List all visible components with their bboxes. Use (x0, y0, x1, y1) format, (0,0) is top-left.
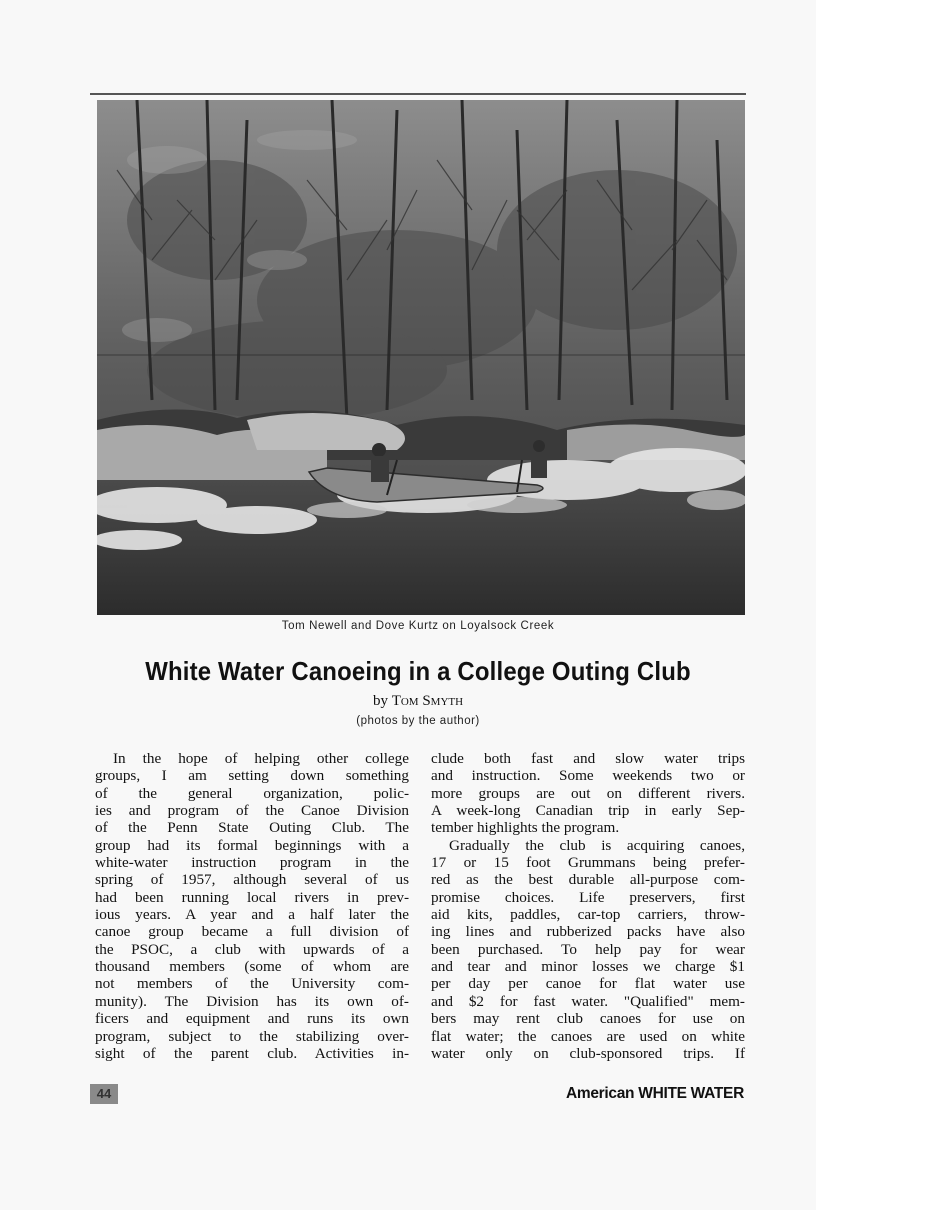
body-line: and tear and minor losses we charge $1 (431, 958, 745, 976)
body-line: promise choices. Life preservers, first (431, 888, 745, 906)
body-line: munity). The Division has its own of- (95, 992, 409, 1010)
body-column-left (95, 750, 409, 1062)
body-line: clude both fast and slow water trips (431, 750, 745, 767)
body-line: ies and program of the Canoe Division (95, 802, 409, 820)
body-line: program, subject to the stabilizing over- (95, 1027, 409, 1045)
body-line: sight of the parent club. Activities in- (95, 1044, 409, 1062)
author-name: Tom Smyth (391, 693, 464, 709)
body-line: per day per canoe for flat water use (431, 975, 745, 993)
body-line: more groups are out on different rivers. (431, 784, 745, 802)
body-line: of the Penn State Outing Club. The (95, 819, 409, 837)
body-line: canoe group became a full division of (95, 923, 409, 941)
body-line: water only on club-sponsored trips. If (431, 1044, 745, 1062)
body-line: In the hope of helping other college (113, 750, 409, 767)
body-line: thousand members (some of whom are (95, 958, 409, 976)
body-line: bers may rent club canoes for use on (431, 1010, 745, 1028)
body-line: and instruction. Some weekends two or (431, 767, 745, 785)
body-line: groups, I am setting down something (95, 767, 409, 785)
body-column-right (431, 750, 745, 1062)
body-line: ing lines and rubberized packs have also (431, 923, 745, 941)
body-line: 17 or 15 foot Grummans being prefer- (431, 854, 745, 872)
body-line: of the general organization, polic- (95, 784, 409, 802)
article-title: White Water Canoeing in a College Outing Club (145, 656, 691, 686)
top-rule (90, 93, 746, 95)
photo-caption: Tom Newell and Dove Kurtz on Loyalsock Creek (281, 620, 555, 632)
body-line: flat water; the canoes are used on white (431, 1027, 745, 1045)
body-line: and $2 for fast water. "Qualified" mem- (431, 992, 745, 1010)
body-line: had been running local rivers in prev- (95, 888, 409, 906)
body-line: not members of the University com- (95, 975, 409, 993)
body-line: group had its formal beginnings with a (95, 836, 409, 854)
byline (90, 693, 746, 710)
body-line: tember highlights the program. (431, 819, 620, 837)
body-line: the PSOC, a club with upwards of a (95, 940, 409, 958)
body-line: been purchased. To help pay for wear (431, 940, 745, 958)
body-line: A week-long Canadian trip in early Sep- (431, 802, 745, 820)
magazine-name: American WHITE WATER (565, 1085, 744, 1102)
body-line: ious years. A year and a half later the (95, 906, 409, 924)
photo-canoe-rapids (97, 100, 745, 615)
body-line: ficers and equipment and runs its own (95, 1010, 409, 1028)
body-line: aid kits, paddles, car-top carriers, throw- (431, 906, 745, 924)
body-line: spring of 1957, although several of us (95, 871, 409, 889)
body-line: white-water instruction program in the (95, 854, 409, 872)
body-line: Gradually the club is acquiring canoes, (449, 836, 745, 854)
body-line: red as the best durable all-purpose com- (431, 871, 745, 889)
page-number: 44 (90, 1084, 118, 1104)
photo-credit: (photos by the author) (356, 715, 480, 727)
byline-prefix: by (372, 693, 388, 709)
